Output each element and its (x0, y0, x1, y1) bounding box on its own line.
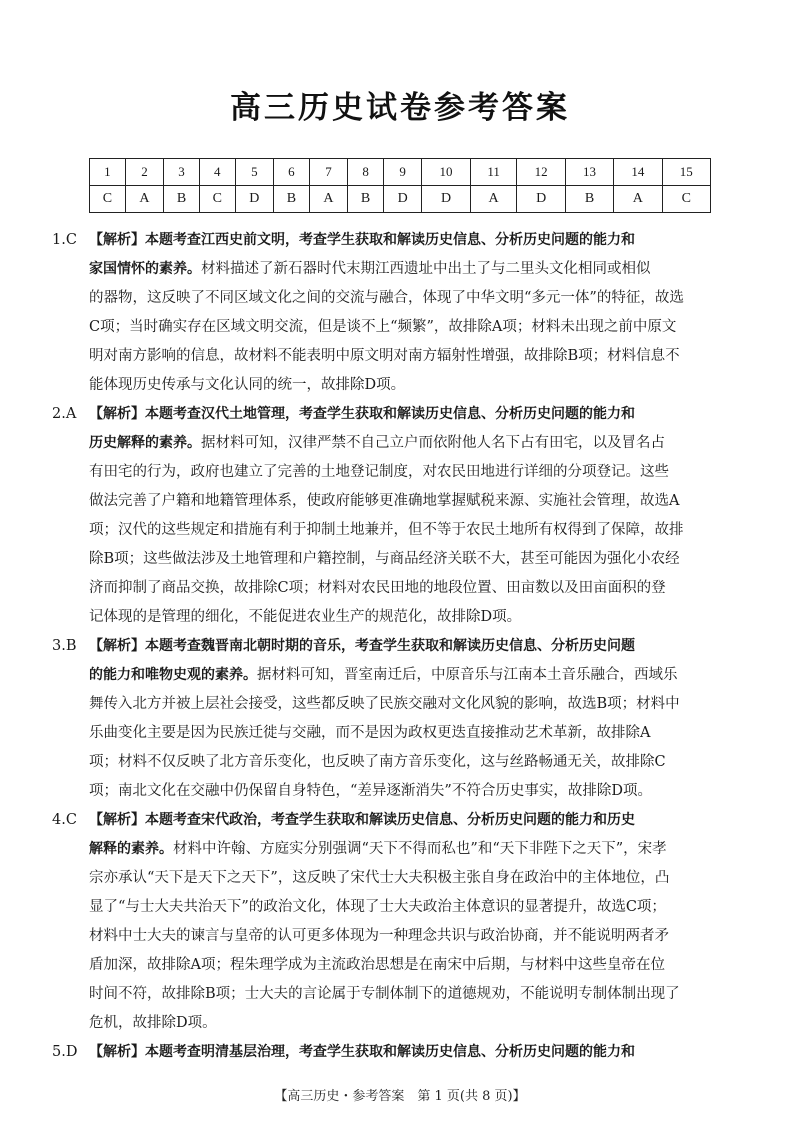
explanation-line: 项；材料不仅反映了北方音乐变化，也反映了南方音乐变化，这与丝路畅通无关，故排除C (89, 754, 666, 770)
answer-cell: A (614, 186, 662, 213)
explanation-line (89, 226, 730, 255)
question-explanation (0, 806, 800, 1038)
answer-cell: A (470, 186, 517, 213)
question-number-cell: 9 (383, 159, 421, 186)
answer-table-number-row (90, 159, 711, 186)
explanation-line: 盾加深，故排除A项；程朱理学成为主流政治思想是在南宋中后期，与材料中这些皇帝在位 (89, 957, 665, 973)
explanation-heading: 历史解释的素养。 (89, 435, 201, 451)
question-number-cell: 12 (517, 159, 565, 186)
explanation-line: 除B项；这些做法涉及土地管理和户籍控制，与商品经济关联不大，甚至可能因为强化小农经 (89, 551, 680, 567)
explanation-heading: 解释的素养。 (89, 841, 173, 857)
answer-cell: B (274, 186, 310, 213)
explanation-line: 济而抑制了商品交换，故排除C项；材料对农民田地的地段位置、田亩数以及田亩面积的登 (89, 580, 666, 596)
explanation-line: 解释的素养。材料中许翰、方庭实分别强调“天下不得而私也”和“天下非陛下之天下”，宋孝 (89, 841, 667, 857)
explanation-line: 的器物，这反映了不同区域文化之间的交流与融合，体现了中华文明“多元一体”的特征，故选 (89, 290, 684, 306)
answer-cell: D (235, 186, 273, 213)
answer-cell: D (422, 186, 470, 213)
answer-table-answer-row (90, 186, 711, 213)
explanation-line: 项；汉代的这些规定和措施有利于抑制土地兼并，但不等于农民土地所有权得到了保障，故排 (89, 522, 684, 538)
explanation-line: 时间不符，故排除B项；士大夫的言论属于专制体制下的道德规劝，不能说明专制体制出现了 (89, 986, 680, 1002)
answer-cell: B (565, 186, 613, 213)
question-explanation (0, 400, 800, 632)
explanation-line: 危机，故排除D项。 (89, 1015, 217, 1031)
explanation-heading: 的能力和唯物史观的素养。 (89, 667, 257, 683)
question-number-cell: 5 (235, 159, 273, 186)
question-number: 3.B (52, 638, 77, 654)
answer-cell: B (164, 186, 200, 213)
explanation-heading: 【解析】本题考查江西史前文明，考查学生获取和解读历史信息、分析历史问题的能力和 (89, 232, 635, 248)
explanation-line (89, 400, 730, 429)
answer-cell: A (309, 186, 347, 213)
explanation-line: 乐曲变化主要是因为民族迁徙与交融，而不是因为政权更迭直接推动艺术革新，故排除A (89, 725, 651, 741)
explanation-line: 材料中士大夫的谏言与皇帝的认可更多体现为一种理念共识与政治协商，并不能说明两者矛 (89, 928, 669, 944)
question-number: 4.C (52, 812, 77, 828)
question-number-cell: 1 (90, 159, 126, 186)
question-explanation (0, 1038, 800, 1067)
question-number: 5.D (52, 1044, 78, 1060)
answer-cell: A (125, 186, 163, 213)
question-number-cell: 2 (125, 159, 163, 186)
explanation-line: 的能力和唯物史观的素养。据材料可知，晋室南迁后，中原音乐与江南本土音乐融合，西域乐 (89, 667, 678, 683)
answer-cell: B (348, 186, 384, 213)
explanation-line: 记体现的是管理的细化，不能促进农业生产的规范化，故排除D项。 (89, 609, 522, 625)
explanation-heading: 【解析】本题考查明清基层治理，考查学生获取和解读历史信息、分析历史问题的能力和 (89, 1044, 635, 1060)
explanation-line: 历史解释的素养。据材料可知，汉律严禁不自己立户而依附他人名下占有田宅，以及冒名占 (89, 435, 665, 451)
explanation-line (89, 806, 730, 835)
question-number-cell: 10 (422, 159, 470, 186)
question-number-cell: 7 (309, 159, 347, 186)
explanation-heading: 家国情怀的素养。 (89, 261, 201, 277)
explanation-heading: 【解析】本题考查汉代土地管理，考查学生获取和解读历史信息、分析历史问题的能力和 (89, 406, 635, 422)
question-explanation (0, 632, 800, 806)
question-number: 1.C (52, 232, 77, 248)
answer-table (89, 158, 711, 213)
question-number-cell: 3 (164, 159, 200, 186)
question-number-cell: 11 (470, 159, 517, 186)
explanation-heading: 【解析】本题考查宋代政治，考查学生获取和解读历史信息、分析历史问题的能力和历史 (89, 812, 635, 828)
page-footer: 【高三历史・参考答案 第 1 页(共 8 页)】 (274, 1089, 526, 1104)
question-number-cell: 6 (274, 159, 310, 186)
question-number-cell: 8 (348, 159, 384, 186)
question-number-cell: 13 (565, 159, 613, 186)
answer-cell: C (90, 186, 126, 213)
explanation-line: 明对南方影响的信息，故材料不能表明中原文明对南方辐射性增强，故排除B项；材料信息不 (89, 348, 680, 364)
explanation-line: 舞传入北方并被上层社会接受，这些都反映了民族交融对文化风貌的影响，故选B项；材料中 (89, 696, 680, 712)
answer-cell: C (662, 186, 710, 213)
explanation-line: 家国情怀的素养。材料描述了新石器时代末期江西遗址中出土了与二里头文化相同或相似 (89, 261, 651, 277)
question-number-cell: 4 (199, 159, 235, 186)
explanation-line: C项；当时确实存在区域文明交流，但是谈不上“频繁”，故排除A项；材料未出现之前中原文 (89, 319, 677, 335)
page-title: 高三历史试卷参考答案 (230, 90, 570, 126)
answer-cell: C (199, 186, 235, 213)
explanation-heading: 【解析】本题考查魏晋南北朝时期的音乐，考查学生获取和解读历史信息、分析历史问题 (89, 638, 635, 654)
explanation-line: 项；南北文化在交融中仍保留自身特色，“差异逐渐消失”不符合历史事实，故排除D项。 (89, 783, 652, 799)
question-number-cell: 15 (662, 159, 710, 186)
explanation-line: 做法完善了户籍和地籍管理体系，使政府能够更准确地掌握赋税来源、实施社会管理，故选A (89, 493, 680, 509)
explanation-line (89, 632, 730, 661)
answer-cell: D (517, 186, 565, 213)
explanation-line: 有田宅的行为，政府也建立了完善的土地登记制度，对农民田地进行详细的分项登记。这些 (89, 464, 669, 480)
question-number: 2.A (52, 406, 77, 422)
question-explanation (0, 226, 800, 400)
explanation-line: 宗亦承认“天下是天下之天下”，这反映了宋代士大夫积极主张自身在政治中的主体地位，凸 (89, 870, 670, 886)
explanations (0, 226, 800, 1067)
explanation-line: 显了“与士大夫共治天下”的政治文化，体现了士大夫政治主体意识的显著提升，故选C项； (89, 899, 666, 915)
question-number-cell: 14 (614, 159, 662, 186)
answer-cell: D (383, 186, 421, 213)
explanation-line (89, 1038, 730, 1067)
explanation-line: 能体现历史传承与文化认同的统一，故排除D项。 (89, 377, 406, 393)
